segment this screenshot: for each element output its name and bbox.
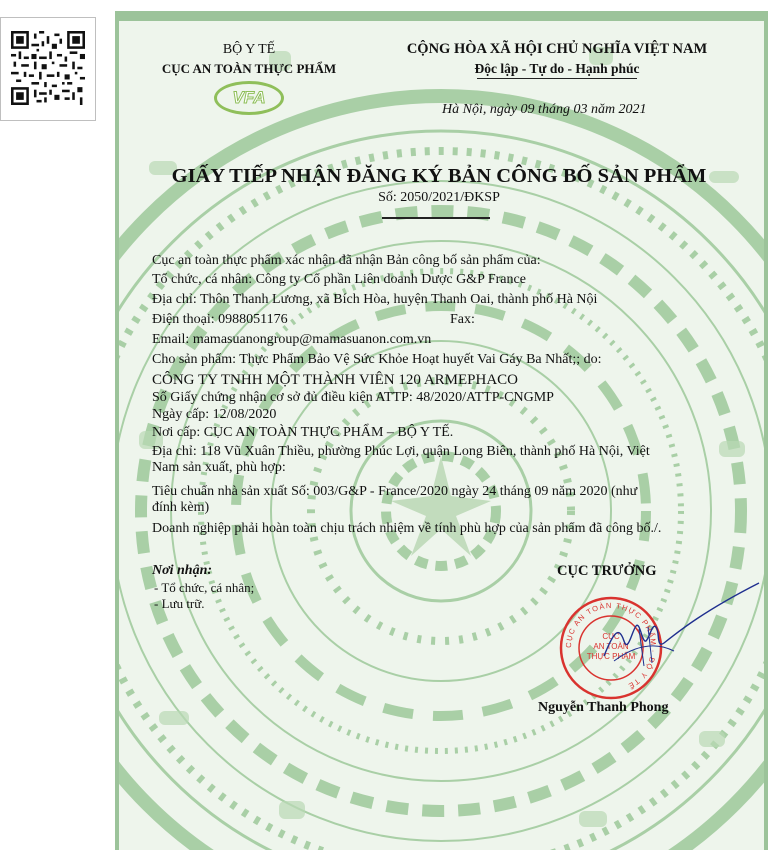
manufacturer-address-line-1: Địa chỉ: 118 Vũ Xuân Thiều, phường Phúc Lợi, quận Long Biên, thành phố Hà Nội, Việt	[152, 444, 650, 459]
stamp-center-line: CỤC	[602, 632, 620, 641]
product-line: Cho sản phẩm: Thực Phẩm Bảo Vệ Sức Khỏe Hoạt huyết Vai Gáy Ba Nhất;; do:	[152, 352, 602, 367]
vfa-logo	[214, 81, 284, 115]
manufacturer-address-line-2: Nam sản xuất, phù hợp:	[152, 460, 286, 475]
phone-line: Điện thoại: 0988051176	[152, 312, 288, 327]
certificate-document	[115, 11, 768, 850]
email-line: Email: mamasuanongroup@mamasuanon.com.vn	[152, 332, 432, 347]
handwritten-signature	[544, 571, 764, 681]
ministry-name: BỘ Y TẾ	[222, 42, 276, 57]
stamp-center-line: AN TOÀN	[593, 642, 629, 651]
qr-code	[0, 17, 96, 121]
recipient-item: - Lưu trữ.	[154, 596, 205, 611]
standard-line-1: Tiêu chuẩn nhà sản xuất Số: 003/G&P - France/2020 ngày 24 tháng 09 năm 2020 (như	[152, 484, 638, 499]
responsibility-line: Doanh nghiệp phải hoàn toàn chịu trách nhiệm về tính phù hợp của sản phẩm đã công bố./.	[152, 521, 662, 536]
organization-line: Tổ chức, cá nhân: Công ty Cổ phần Liên doanh Dược G&P France	[152, 272, 526, 287]
fax-line: Fax:	[450, 312, 475, 327]
qr-code-image	[11, 31, 85, 105]
stamp-ring-text: CỤC AN TOÀN THỰC PHẨM · BỘ Y TẾ	[563, 600, 659, 691]
certificate-number-line: Số Giấy chứng nhận cơ sở đủ điều kiện ATTP: 48/2020/ATTP-CNGMP	[152, 390, 554, 405]
intro-line: Cục an toàn thực phẩm xác nhận đã nhận Bản công bố sản phẩm của:	[152, 253, 541, 268]
vfa-logo-text: VFA	[232, 88, 266, 107]
organization-address: Địa chỉ: Thôn Thanh Lương, xã Bích Hòa, huyện Thanh Oai, thành phố Hà Nội	[152, 292, 598, 307]
recipient-item: - Tổ chức, cá nhân;	[154, 580, 255, 595]
issue-date-line: Ngày cấp: 12/08/2020	[152, 407, 277, 422]
signer-role: CỤC TRƯỞNG	[557, 563, 657, 579]
document-number: Số: 2050/2021/ĐKSP	[378, 190, 500, 205]
manufacturer-name: CÔNG TY TNHH MỘT THÀNH VIÊN 120 ARMEPHACO	[152, 372, 518, 388]
place-date: Hà Nội, ngày 09 tháng 03 năm 2021	[442, 102, 647, 117]
motto-underline	[477, 78, 637, 79]
document-title: GIẤY TIẾP NHẬN ĐĂNG KÝ BẢN CÔNG BỐ SẢN PHẨM	[171, 165, 707, 187]
stamp-center-line: THỰC PHẨM	[586, 652, 636, 661]
national-motto: Độc lập - Tự do - Hạnh phúc	[474, 61, 640, 76]
agency-name: CỤC AN TOÀN THỰC PHẨM	[161, 61, 337, 76]
title-divider	[382, 217, 490, 219]
country-name: CỘNG HÒA XÃ HỘI CHỦ NGHĨA VIỆT NAM	[406, 41, 708, 57]
recipients-label: Nơi nhận:	[152, 563, 213, 578]
issuer-line: Nơi cấp: CỤC AN TOÀN THỰC PHẨM – BỘ Y TẾ.	[152, 425, 454, 440]
standard-line-2: đính kèm)	[152, 500, 210, 515]
signer-name: Nguyễn Thanh Phong	[538, 700, 669, 715]
